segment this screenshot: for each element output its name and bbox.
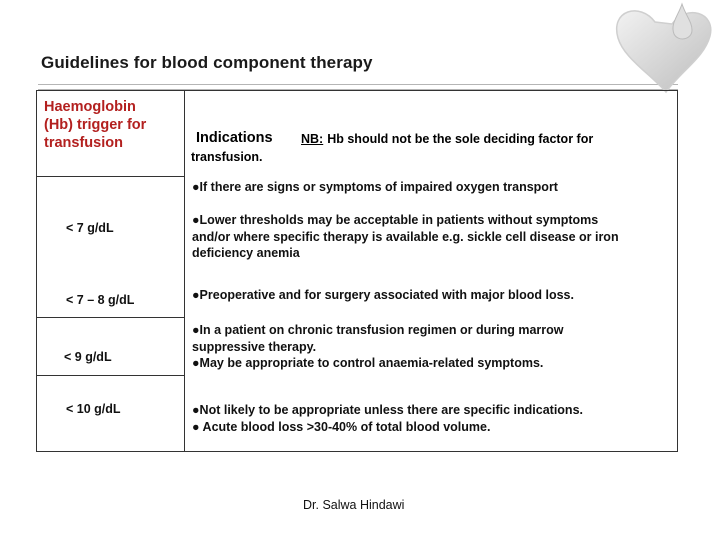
trigger-column-header: Haemoglobin (Hb) trigger for transfusion [44,99,147,151]
indication-7to8: ●Preoperative and for surgery associated with major blood loss. [192,288,574,302]
nb-note-continued: transfusion. [191,150,263,164]
column-divider [184,91,185,451]
nb-text: Hb should not be the sole deciding factor for [327,132,594,146]
nb-label: NB: [301,132,324,146]
indication-lt7: ●Lower thresholds may be acceptable in patients without symptoms and/or where specific therapy is available e.g. sickle cell disease or iron deficiency anemia [192,213,619,260]
trigger-lt10: < 10 g/dL [66,402,121,416]
indication-lt9: ●In a patient on chronic transfusion regimen or during marrow suppressive therapy. ●May be appropriate to control anaemia-related symptoms. [192,323,564,370]
guidelines-table [36,90,678,452]
indication-lt10: ●Not likely to be appropriate unless there are specific indications. ● Acute blood loss >30-40% of total blood volume. [192,403,583,434]
trigger-lt7: < 7 g/dL [66,221,114,235]
row-divider [37,375,184,376]
indications-header: Indications [196,130,273,146]
heart-drop-logo-icon [600,0,720,100]
author-footer: Dr. Salwa Hindawi [303,498,405,512]
indication-general: ●If there are signs or symptoms of impaired oxygen transport [192,180,558,194]
trigger-7to8: < 7 – 8 g/dL [66,293,135,307]
row-divider [37,317,184,318]
trigger-lt9: < 9 g/dL [64,350,112,364]
row-divider [37,176,184,177]
nb-note [301,132,593,146]
page-title: Guidelines for blood component therapy [41,53,373,72]
